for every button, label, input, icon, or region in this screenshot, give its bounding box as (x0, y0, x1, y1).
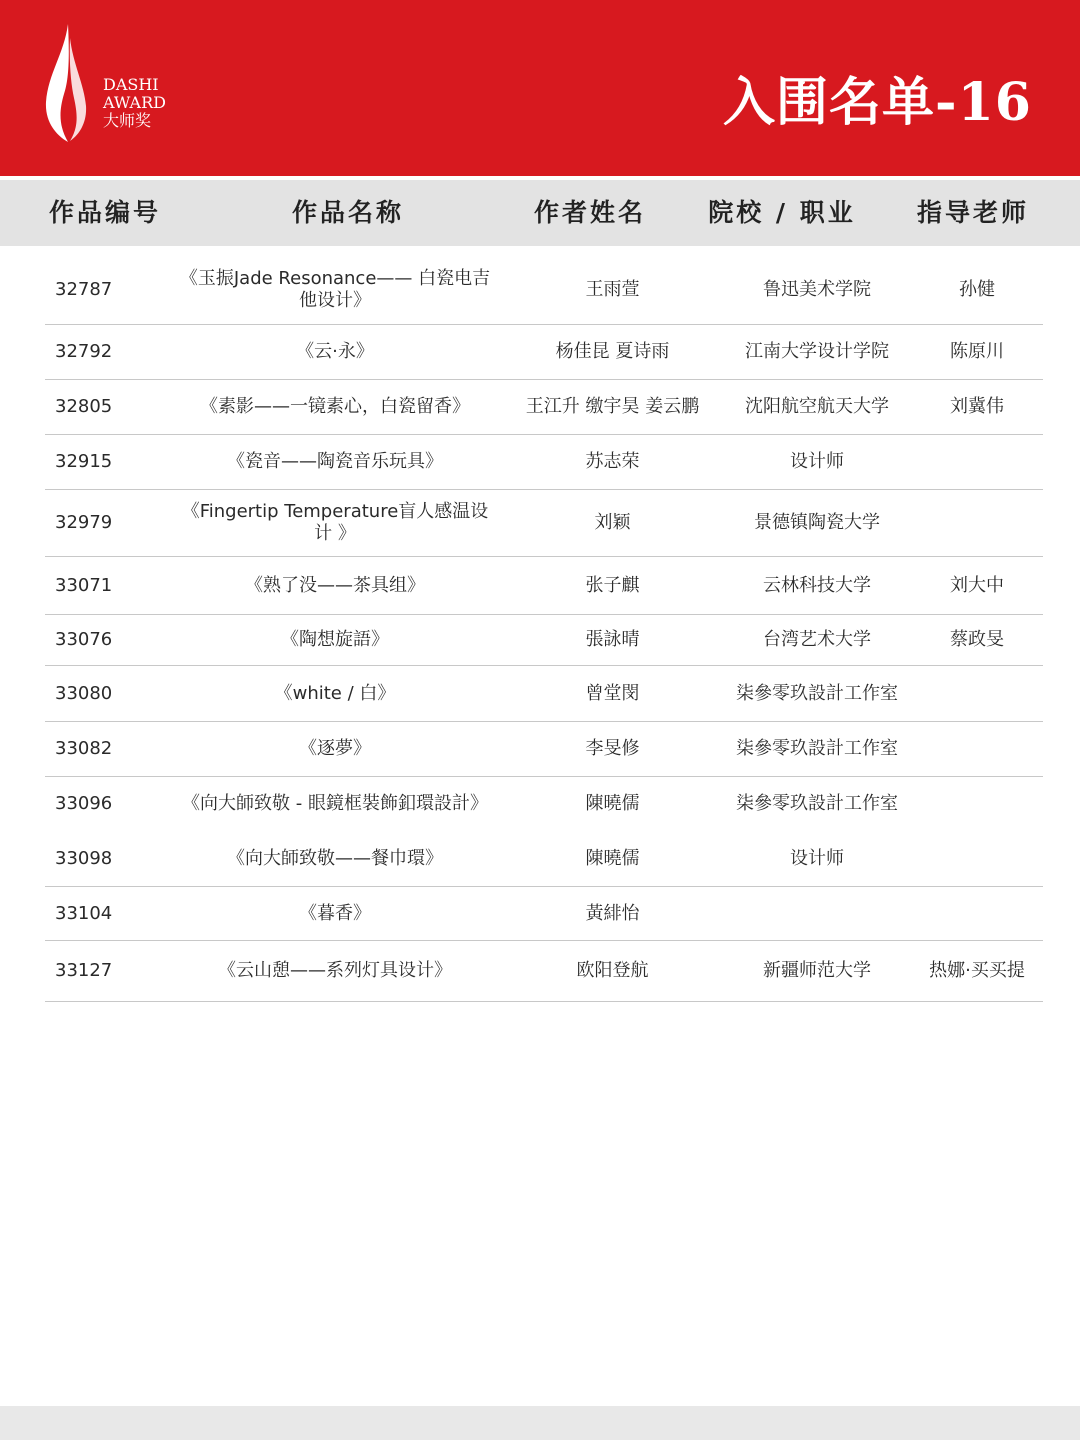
table-row (45, 666, 1043, 722)
cell-school: 柒參零玖設計工作室 (736, 793, 898, 814)
cell-title: 《暮香》 (299, 902, 371, 924)
cell-school: 江南大学设计学院 (745, 341, 889, 362)
cell-author: 苏志荣 (585, 451, 640, 472)
cell-teacher (917, 435, 1037, 489)
table-row (45, 557, 1043, 615)
cell-teacher (917, 666, 1037, 721)
cell-teacher (917, 887, 1037, 940)
table-row (45, 722, 1043, 777)
table-row (45, 435, 1043, 490)
cell-school: 台湾艺术大学 (763, 629, 871, 650)
cell-school: 设计师 (790, 451, 844, 472)
cell-teacher: 刘大中 (950, 574, 1004, 596)
table-row (45, 490, 1043, 557)
logo-wordmark (103, 76, 166, 130)
cell-id: 33071 (55, 574, 113, 596)
cell-id: 33127 (55, 960, 113, 981)
cell-author: 王江升 缴宇昊 姜云鹏 (525, 396, 700, 417)
table-row (45, 380, 1043, 435)
cell-author: 陳曉儒 (585, 847, 640, 869)
cell-id: 32915 (55, 451, 113, 472)
cell-title: 《向大師致敬 - 眼鏡框裝飾釦環設計》 (182, 793, 488, 814)
footer-band (0, 1406, 1080, 1440)
logo-line-award: AWARD (103, 93, 166, 112)
cell-school: 新疆师范大学 (763, 960, 871, 981)
table-row (45, 325, 1043, 380)
cell-teacher: 刘冀伟 (950, 396, 1004, 417)
column-header-title: 作品名称 (291, 198, 405, 227)
cell-author: 黃緋怡 (585, 902, 640, 924)
column-header-school: 院校 / 职业 (708, 198, 856, 227)
column-header-bar (0, 180, 1080, 246)
cell-school: 设计师 (790, 847, 844, 869)
cell-id: 32792 (55, 341, 113, 362)
cell-teacher (917, 490, 1037, 556)
table-row (45, 831, 1043, 887)
cell-author: 陳曉儒 (585, 793, 640, 814)
cell-title: 《瓷音——陶瓷音乐玩具》 (227, 451, 443, 472)
cell-title: 《陶想旋語》 (281, 629, 389, 650)
table-row (45, 256, 1043, 325)
cell-teacher (917, 831, 1037, 886)
cell-author: 王雨萱 (585, 279, 640, 300)
cell-id: 33076 (55, 629, 113, 650)
cell-school: 鲁迅美术学院 (763, 279, 871, 300)
cell-school: 柒參零玖設計工作室 (736, 682, 898, 704)
cell-author: 刘颖 (594, 512, 631, 533)
cell-title: 《Fingertip Temperature盲人感温设计 》 (181, 501, 489, 544)
cell-school (717, 887, 917, 940)
cell-title: 《熟了没——茶具组》 (245, 574, 425, 596)
cell-author: 欧阳登航 (576, 960, 649, 981)
cell-id: 32787 (55, 279, 113, 300)
cell-teacher (917, 777, 1037, 831)
cell-author: 张子麒 (585, 574, 640, 596)
cell-title: 《玉振Jade Resonance—— 白瓷电吉他设计》 (179, 268, 491, 311)
cell-title: 《云·永》 (296, 341, 374, 362)
header-banner (0, 0, 1080, 176)
cell-id: 32805 (55, 396, 113, 417)
cell-title: 《逐夢》 (299, 738, 371, 759)
table-row (45, 615, 1043, 666)
cell-teacher: 孙健 (959, 279, 995, 300)
column-header-author: 作者姓名 (533, 198, 647, 227)
table-row (45, 777, 1043, 831)
page-title: 入围名单-16 (723, 72, 1032, 133)
cell-author: 張詠晴 (585, 629, 640, 650)
cell-title: 《云山憩——系列灯具设计》 (218, 960, 452, 981)
cell-title: 《white / 白》 (274, 682, 396, 704)
table-row (45, 887, 1043, 941)
cell-author: 李旻修 (585, 738, 640, 759)
cell-school: 沈阳航空航天大学 (745, 396, 889, 417)
column-header-id: 作品编号 (48, 198, 162, 227)
column-header-teacher: 指导老师 (916, 198, 1030, 227)
cell-school: 云林科技大学 (763, 574, 871, 596)
cell-id: 33080 (55, 682, 113, 704)
cell-id: 33096 (55, 793, 113, 814)
cell-school: 景德镇陶瓷大学 (754, 512, 880, 533)
cell-teacher: 热娜·买买提 (929, 960, 1025, 981)
cell-teacher: 陈原川 (950, 341, 1004, 362)
cell-school: 柒參零玖設計工作室 (736, 738, 898, 759)
logo-line-chinese: 大师奖 (103, 111, 152, 130)
cell-id: 32979 (55, 512, 113, 533)
cell-id: 33104 (55, 902, 113, 924)
dashi-flame-logo-icon (40, 24, 96, 142)
logo-line-dashi: DASHI (103, 75, 159, 94)
cell-title: 《素影——一镜素心，白瓷留香》 (200, 396, 470, 417)
cell-title: 《向大師致敬——餐巾環》 (227, 847, 443, 869)
cell-teacher: 蔡政旻 (950, 629, 1004, 650)
cell-teacher (917, 722, 1037, 776)
cell-author: 杨佳昆 夏诗雨 (555, 341, 670, 362)
cell-id: 33082 (55, 738, 113, 759)
table-row (45, 941, 1043, 1002)
cell-id: 33098 (55, 847, 113, 869)
cell-author: 曾堂閔 (585, 682, 640, 704)
